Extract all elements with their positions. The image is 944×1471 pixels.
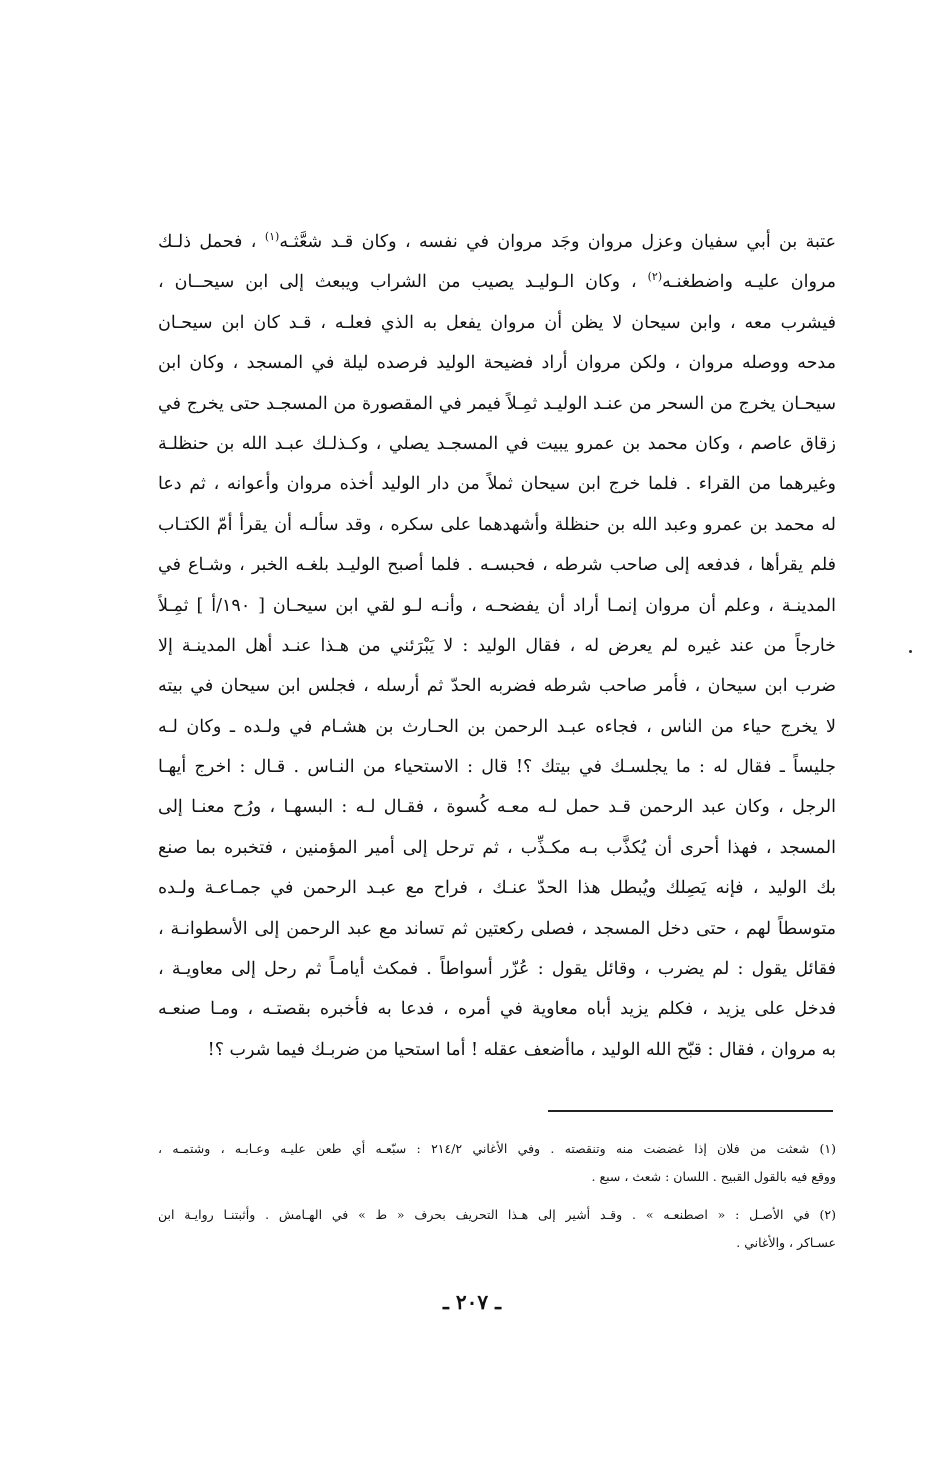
footnotes-block — [158, 1135, 836, 1257]
text-line-2: مروان عليـه واضطغنـه$^{(٢)}$ ، وكان الـوليـد يصيب من الشراب ويبعث إلى ابن سيحــان ، — [158, 270, 836, 293]
text-line-20: فدخل على يزيد ، فكلم يزيد أباه معاوية في أمره ، فدعا به فأخبره بقصتـه ، ومـا صنعـه — [158, 999, 836, 1020]
footnote-2-line-2: عسـاكر ، والأغاني . — [736, 1235, 836, 1250]
text-line-7: وغيرهما من القراء . فلما خرج ابن سيحان ثملاً من دار الوليد أخذه مروان وأعوانه ، ثم دعا — [158, 474, 836, 495]
text-line-5: سيحـان يخرج من السحر من عنـد الوليـد ثمِـلاً فيمر في المقصورة من المسجـد حتى يخرج في — [158, 393, 836, 414]
footnote-ref-2[interactable]: (٢) — [647, 270, 663, 284]
footnote-1 — [158, 1135, 836, 1191]
footnote-1-line-1: (١) شعثت من فلان إذا غضضت منه وتنقصته . وفي الأغاني ٢١٤/٢ : سبّعـه أي طعن عليـه وعـابـه ، وشتمـه ، — [158, 1141, 836, 1156]
footnote-2-line-1: (٢) في الأصـل : « اصطنعـه » . وقـد أشير إلى هـذا التحريف بحرف « ط » في الهـامش . وأثبتنـا روايـة ابن — [158, 1207, 836, 1222]
footnote-1-line-2: ووقع فيه بالقول القبيح . اللسان : شعث ، سبع . — [591, 1169, 836, 1184]
text-line-14: جليساً ـ فقال له : ما يجلسـك في بيتك ؟! قال : الاستحياء من النـاس . قـال : اخرج أيهـا — [158, 757, 836, 778]
text-line-9: فلم يقرأها ، فدفعه إلى صاحب شرطه ، فحبسـه . فلما أصبح الوليـد بلغـه الخبر ، وشـاع في — [158, 555, 836, 576]
text-line-4: مدحه ووصله مروان ، ولكن مروان أراد فضيحة الوليد فرصده ليلة في المسجد ، وكان ابن — [158, 353, 836, 374]
footnote-2 — [158, 1201, 836, 1257]
footnote-separator — [548, 1110, 833, 1112]
text-line-13: لا يخرج حياء من الناس ، فجاءه عبـد الرحمن بن الحـارث بن هشـام في ولـده ـ وكان لـه — [158, 716, 836, 737]
text-line-21: به مروان ، فقال : قبّح الله الوليد ، ماأضعف عقله ! أما استحيا من ضربـك فيما شرب ؟! — [207, 1039, 836, 1060]
text-line-8: له محمد بن عمرو وعبد الله بن حنظلة وأشهدهما على سكره ، وقد سألـه أن يقرأ أمّ الكتـاب — [158, 514, 836, 535]
text-line-11: خارجاً من عند غيره لم يعرض له ، فقال الوليد : لا يَبْرَئني من هـذا عنـد أهل المدينـة إلا — [158, 635, 836, 656]
text-line-12: ضرب ابن سيحان ، فأمر صاحب شرطه فضربه الحدّ ثم أرسله ، فجلس ابن سيحان في بيته — [158, 676, 836, 697]
scan-speck — [909, 650, 912, 653]
text-line-19: فقائل يقول : لم يضرب ، وقائل يقول : عُزّر أسواطاً . فمكث أيامـاً ثم رحل إلى معاويـة ، — [158, 959, 836, 980]
text-line-1: عتبة بن أبي سفيان وعزل مروان وجَد مروان في نفسه ، وكان قـد شعَّثـه$^{(١)}$ ، فحمل ذلـك — [158, 230, 836, 252]
page-number: ـ ٢٠٧ ـ — [443, 1290, 501, 1314]
text-line-3: فيشرب معه ، وابن سيحان لا يظن أن مروان يفعل به الذي فعلـه ، قـد كان ابن سيحـان — [158, 312, 836, 333]
main-text-block — [158, 222, 836, 1070]
text-line-6: زقاق عاصم ، وكان محمد بن عمرو يبيت في المسجـد يصلي ، وكـذلـك عبـد الله بن حنظلـة — [158, 433, 836, 454]
text-line-10: المدينـة ، وعلم أن مروان إنمـا أراد أن يفضحـه ، وأنـه لـو لقي ابن سيحـان [ ١٩٠/أ ] ثمِـلاً — [158, 595, 836, 616]
text-line-18: متوسطاً لهم ، حتى دخل المسجد ، فصلى ركعتين ثم تساند مع عبد الرحمن إلى الأسطوانـة ، — [158, 918, 836, 939]
text-line-16: المسجد ، فهذا أحرى أن يُكذَّب بـه مكـذِّب ، ثم ترحل إلى أمير المؤمنين ، فتخبره بما صنع — [158, 837, 836, 858]
footnote-gap — [158, 1191, 836, 1201]
text-line-17: بك الوليد ، فإنه يَصِلك ويُبطل هذا الحدّ عنـك ، فراح مع عبـد الرحمن في جمـاعـة ولـده — [158, 878, 836, 899]
text-line-15: الرجل ، وكان عبد الرحمن قـد حمل لـه معـه كُسوة ، فقـال لـه : البسهـا ، ورُح معنـا إلى — [158, 797, 836, 818]
footnote-ref-1[interactable]: (١) — [264, 230, 280, 244]
